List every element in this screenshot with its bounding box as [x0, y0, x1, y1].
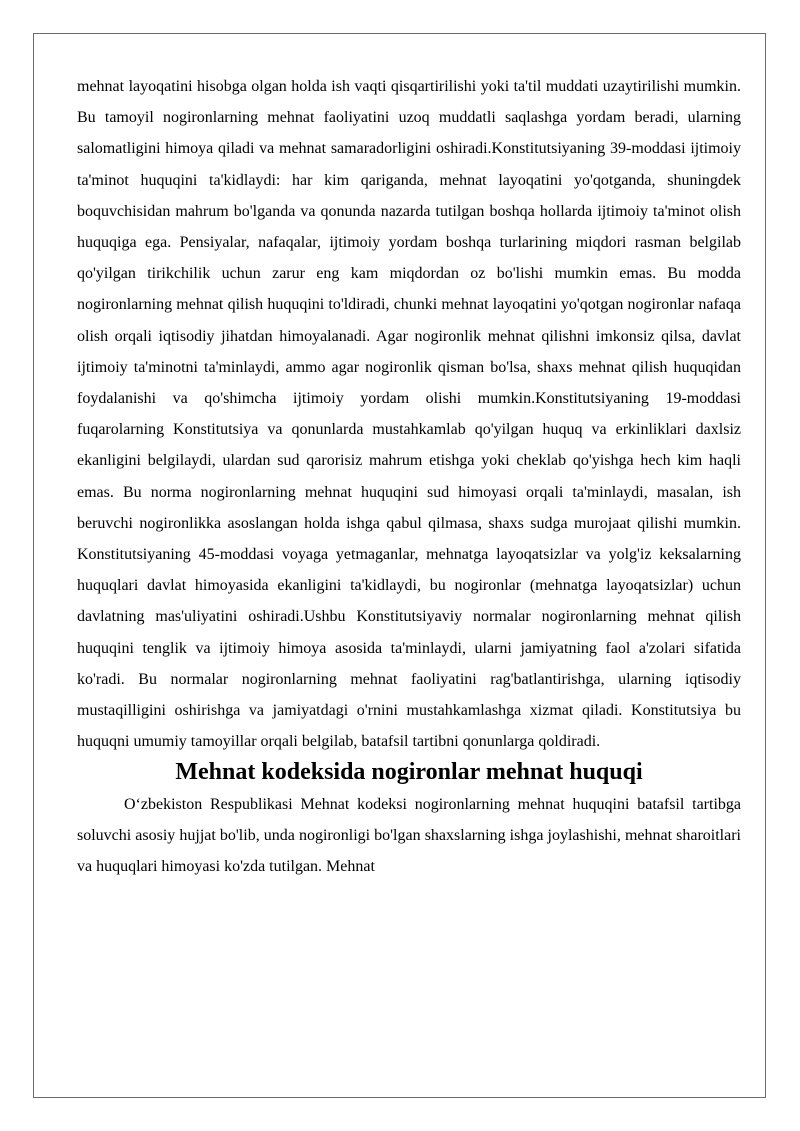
body-paragraph: mehnat layoqatini hisobga olgan holda ish vaqti qisqartirilishi yoki ta'til muddati uzaytirilishi mumkin. Bu tamoyil nogironlarning mehnat faoliyatini uzoq muddatli saqlashga yordam beradi, ularning salomatligini himoya qiladi va mehnat samaradorligini oshiradi.Konstitutsiyaning 39-moddasi ijtimoiy ta'minot huquqini ta'kidlaydi: har kim qariganda, mehnat layoqatini yo'qotganda, shuningdek boquvchisidan mahrum bo'lganda va qonunda nazarda tutilgan boshqa hollarda ijtimoiy ta'minot olish huquqiga ega. Pensiyalar, nafaqalar, ijtimoiy yordam boshqa turlarining miqdori rasman belgilab qo'yilgan tirikchilik uchun zarur eng kam miqdordan oz bo'lishi mumkin emas. Bu modda nogironlarning mehnat qilish huquqini to'ldiradi, chunki mehnat layoqatini yo'qotgan nogironlar nafaqa olish orqali iqtisodiy jihatdan himoyalanadi. Agar nogironlik mehnat qilishni imkonsiz qilsa, davlat ijtimoiy ta'minotni ta'minlaydi, ammo agar nogironlik qisman bo'lsa, shaxs mehnat qilish huquqidan foydalanishi va qo'shimcha ijtimoiy yordam olishi mumkin.Konstitutsiyaning 19-moddasi fuqarolarning Konstitutsiya va qonunlarda mustahkamlab qo'yilgan huquq va erkinliklari daxlsiz ekanligini belgilaydi, ulardan sud qarorisiz mahrum etishga yoki cheklab qo'yishga hech kim haqli emas. Bu norma nogironlarning mehnat huquqini sud himoyasi orqali ta'minlaydi, masalan, ish beruvchi nogironlikka asoslangan holda ishga qabul qilmasa, shaxs sudga murojaat qilishi mumkin. Konstitutsiyaning 45-moddasi voyaga yetmaganlar, mehnatga layoqatsizlar va yolg'iz keksalarning huquqlari davlat himoyasida ekanligini ta'kidlaydi, bu nogironlar (mehnatga layoqatsizlar) uchun davlatning mas'uliyatini oshiradi.Ushbu Konstitutsiyaviy normalar nogironlarning mehnat qilish huquqini tenglik va ijtimoiy himoya asosida ta'minlaydi, ularni jamiyatning faol a'zolari sifatida ko'radi. Bu normalar nogironlarning mehnat faoliyatini rag'batlantirishga, ularning iqtisodiy mustaqilligini oshirishga va jamiyatdagi o'rnini mustahkamlashga xizmat qiladi. Konstitutsiya bu huquqni umumiy tamoyillar orqali belgilab, batafsil tartibni qonunlarga qoldiradi.: [77, 78, 741, 751]
section-heading: Mehnat kodeksida nogironlar mehnat huquqi: [175, 759, 643, 786]
document-body: [77, 71, 741, 882]
body-paragraph: O‘zbekiston Respublikasi Mehnat kodeksi nogironlarning mehnat huquqini batafsil tartibga soluvchi asosiy hujjat bo'lib, unda nogironligi bo'lgan shaxslarning ishga joylashishi, mehnat sharoitlari va huquqlari himoyasi ko'zda tutilgan. Mehnat: [77, 795, 741, 876]
